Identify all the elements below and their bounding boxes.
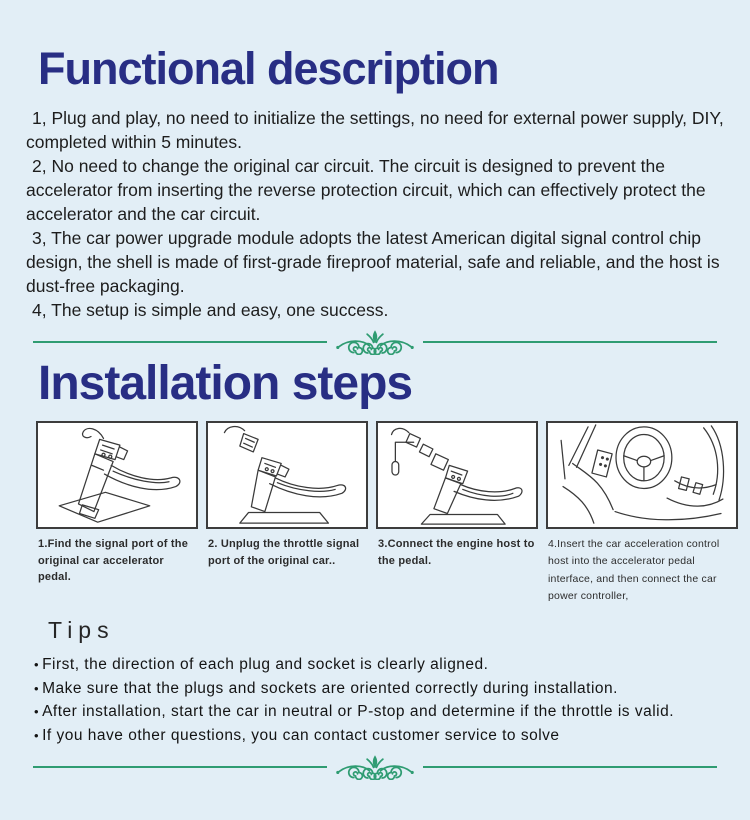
tips-title: Tips: [48, 617, 115, 644]
tips-item-1: [34, 653, 740, 677]
bottom-spacer: [0, 780, 750, 820]
installation-steps-title: Installation steps: [38, 357, 413, 411]
bullet-icon: •: [34, 727, 40, 743]
step-image-frame: [376, 421, 538, 529]
pedal-unplugged-connector-drawing: [208, 423, 366, 527]
functional-description-title: Functional description: [38, 43, 499, 94]
section-divider-top: [33, 329, 717, 355]
functional-item-3: 3, The car power upgrade module adopts the latest American digital signal control chip design, the shell is made of first-grade fireproof material, safe and reliable, and the host is dust-free packaging.: [26, 228, 720, 297]
bullet-icon: •: [34, 657, 40, 673]
section-divider-bottom: [33, 754, 717, 780]
bullet-icon: •: [34, 704, 40, 720]
divider-line: [423, 341, 717, 343]
step-image-frame: [206, 421, 368, 529]
divider-ornament-icon: [328, 329, 422, 355]
step-image-frame: [36, 421, 198, 529]
divider-line: [33, 766, 327, 768]
step-image-frame: [546, 421, 738, 529]
functional-description-list: [26, 106, 736, 322]
divider-ornament-icon: [328, 754, 422, 780]
step-caption-4: 4.Insert the car acceleration control host into the accelerator pedal interface, and then connect the car power controller,: [548, 538, 720, 603]
step-card-1: [36, 421, 198, 586]
step-card-3: [376, 421, 538, 569]
pedal-host-module-chain-drawing: [378, 423, 536, 527]
bullet-icon: •: [34, 680, 40, 696]
pedal-with-cable-drawing: [38, 423, 196, 527]
step-caption-3: 3.Connect the engine host to the pedal.: [378, 538, 535, 567]
functional-item-4: 4, The setup is simple and easy, one success.: [32, 300, 389, 321]
divider-line: [423, 766, 717, 768]
tips-item-4: [34, 724, 740, 748]
functional-item-1: 1, Plug and play, no need to initialize the settings, no need for external power supply, DIY, completed within 5 minutes.: [26, 108, 724, 153]
divider-line: [33, 341, 327, 343]
step-card-4: [546, 421, 738, 605]
functional-item-2: 2, No need to change the original car circuit. The circuit is designed to prevent the accelerator from inserting the reverse protection circuit, which can effectively protect the accelerator and the car circuit.: [26, 156, 706, 225]
step-caption-2: 2. Unplug the throttle signal port of the original car..: [208, 538, 360, 567]
step-caption-1: 1.Find the signal port of the original car accelerator pedal.: [38, 538, 189, 584]
step-card-2: [206, 421, 368, 569]
tips-item-3: [34, 700, 740, 724]
tips-list: [34, 653, 740, 747]
tips-item-2: [34, 677, 740, 701]
car-interior-steering-wheel-drawing: [548, 423, 736, 527]
tips-item-text: If you have other questions, you can contact customer service to solve: [42, 726, 560, 744]
tips-item-text: First, the direction of each plug and socket is clearly aligned.: [42, 656, 489, 674]
tips-item-text: After installation, start the car in neutral or P-stop and determine if the throttle is valid.: [42, 703, 675, 721]
tips-item-text: Make sure that the plugs and sockets are oriented correctly during installation.: [42, 679, 618, 697]
installation-steps-row: [36, 421, 745, 605]
